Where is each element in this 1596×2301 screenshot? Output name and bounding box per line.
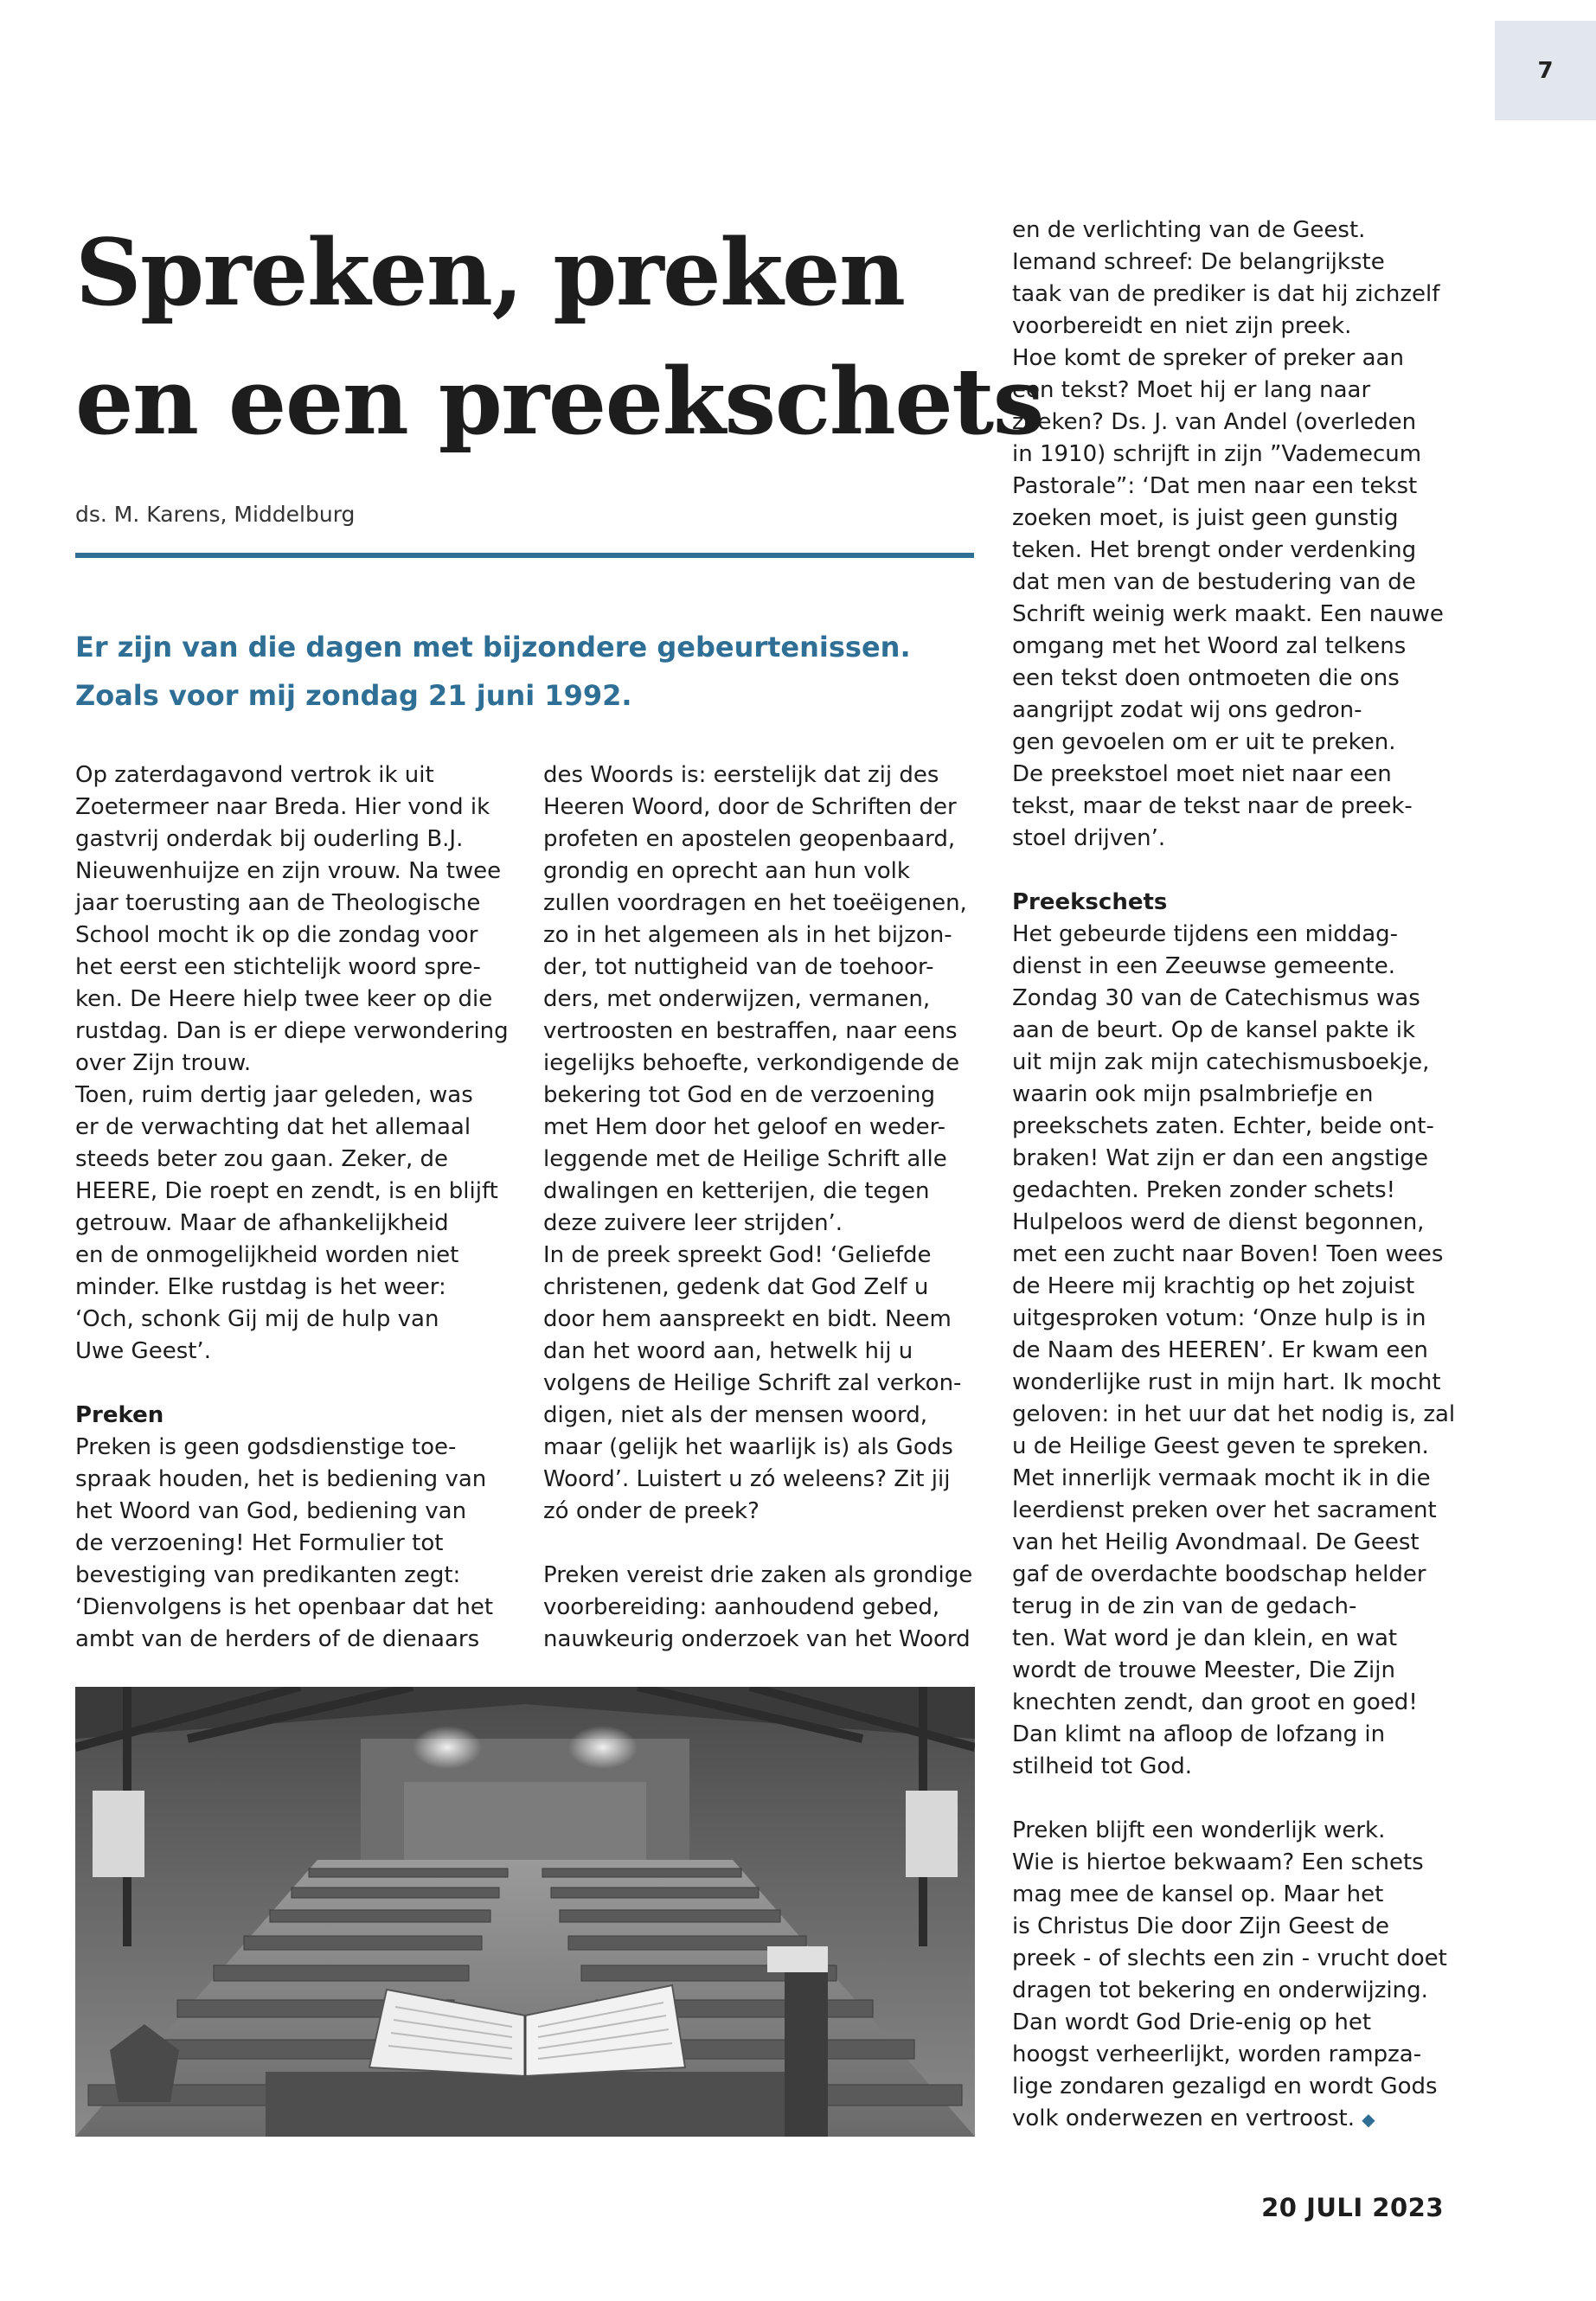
body-text-line: stoel drijven’. <box>1012 825 1166 851</box>
body-text-line: School mocht ik op die zondag voor <box>75 922 478 948</box>
body-text-line: bekering tot God en de verzoening <box>543 1082 935 1108</box>
body-text-line: stilheid tot God. <box>1012 1753 1193 1779</box>
body-text-line: is Christus Die door Zijn Geest de <box>1012 1913 1390 1939</box>
body-text-line: Hulpeloos werd de dienst begonnen, <box>1012 1209 1425 1235</box>
body-text-line: Dan wordt God Drie-enig op het <box>1012 2009 1372 2035</box>
body-text-line: De preekstoel moet niet naar een <box>1012 761 1392 787</box>
body-text-line: bevestiging van predikanten zegt: <box>75 1562 461 1588</box>
body-text-line: rustdag. Dan is er diepe verwondering <box>75 1018 509 1044</box>
body-text-line: ‘Och, schonk Gij mij de hulp van <box>75 1306 439 1332</box>
body-text-line: Toen, ruim dertig jaar geleden, was <box>75 1082 473 1108</box>
body-text-line: Preken blijft een wonderlijk werk. <box>1012 1817 1386 1843</box>
body-text-line: zoeken moet, is juist geen gunstig <box>1012 505 1399 531</box>
body-text-line: Met innerlijk vermaak mocht ik in die <box>1012 1465 1431 1491</box>
body-text-line: Pastorale”: ‘Dat men naar een tekst <box>1012 473 1418 499</box>
body-text-line: getrouw. Maar de afhankelijkheid <box>75 1210 449 1236</box>
body-text-line: zullen voordragen en het toeëigenen, <box>543 890 967 916</box>
body-text-line: in 1910) schrijft in zijn ”Vademecum <box>1012 441 1422 467</box>
body-text-line: ten. Wat word je dan klein, en wat <box>1012 1625 1398 1651</box>
paragraph-gap <box>543 1528 993 1560</box>
body-text-line: het eerst een stichtelijk woord spre- <box>75 954 481 980</box>
body-text-line: er de verwachting dat het allemaal <box>75 1114 471 1140</box>
body-text-line: spraak houden, het is bediening van <box>75 1466 487 1492</box>
body-text-line: In de preek spreekt God! ‘Geliefde <box>543 1242 932 1268</box>
body-text-line: Preken is geen godsdienstige toe- <box>75 1434 457 1460</box>
church-interior-illustration <box>75 1687 975 2137</box>
body-text-line: leggende met de Heilige Schrift alle <box>543 1146 947 1172</box>
body-text-line: dienst in een Zeeuwse gemeente. <box>1012 953 1396 979</box>
body-text-line: uitgesproken votum: ‘Onze hulp is in <box>1012 1305 1426 1331</box>
body-text-line: waarin ook mijn psalmbriefje en <box>1012 1081 1374 1107</box>
text-column-3 <box>1012 215 1456 2135</box>
intro-line-1: Er zijn van die dagen met bijzondere gebeurtenissen. <box>75 631 911 663</box>
paragraph-gap <box>1012 1783 1445 1815</box>
body-text-line: hoogst verheerlijkt, worden rampza- <box>1012 2041 1422 2067</box>
body-text-line: preekschets zaten. Echter, beide ont- <box>1012 1113 1434 1139</box>
body-text-line: christenen, gedenk dat God Zelf u <box>543 1274 929 1300</box>
diamond-icon: ◆ <box>1362 2109 1375 2130</box>
body-text-line: Wie is hiertoe bekwaam? Een schets <box>1012 1849 1424 1875</box>
body-text-line: Zondag 30 van de Catechismus was <box>1012 985 1420 1011</box>
intro-lead <box>75 623 992 720</box>
body-text-line: profeten en apostelen geopenbaard, <box>543 826 956 852</box>
body-text-line: een tekst? Moet hij er lang naar <box>1012 377 1371 403</box>
body-text-line: u de Heilige Geest geven te spreken. <box>1012 1433 1429 1459</box>
body-text-line: der, tot nuttigheid van de toehoor- <box>543 954 934 980</box>
section-heading: Preken <box>75 1402 164 1428</box>
body-text-line: zoeken? Ds. J. van Andel (overleden <box>1012 409 1417 435</box>
author-byline: ds. M. Karens, Middelburg <box>75 502 356 527</box>
body-text-line: Woord’. Luistert u zó weleens? Zit jij <box>543 1466 951 1492</box>
body-text-line: aangrijpt zodat wij ons gedron- <box>1012 697 1362 723</box>
body-text-line: de verzoening! Het Formulier tot <box>75 1530 444 1556</box>
body-text-line: grondig en oprecht aan hun volk <box>543 858 910 884</box>
body-text-line: gen gevoelen om er uit te preken. <box>1012 729 1396 755</box>
body-text-line: met Hem door het geloof en weder- <box>543 1114 945 1140</box>
body-text-line: lige zondaren gezaligd en wordt Gods <box>1012 2073 1438 2099</box>
body-text-line: met een zucht naar Boven! Toen wees <box>1012 1241 1444 1267</box>
body-text-line: vertroosten en bestraffen, naar eens <box>543 1018 958 1044</box>
body-text-line: een tekst doen ontmoeten die ons <box>1012 665 1400 691</box>
body-text-line: volgens de Heilige Schrift zal verkon- <box>543 1370 962 1396</box>
body-text-line: en de onmogelijkheid worden niet <box>75 1242 459 1268</box>
text-column-2 <box>543 760 993 1656</box>
body-text-line: preek - of slechts een zin - vrucht doet <box>1012 1945 1447 1971</box>
body-text-line: omgang met het Woord zal telkens <box>1012 633 1407 659</box>
title-divider <box>75 553 974 558</box>
body-text-line: Dan klimt na afloop de lofzang in <box>1012 1721 1386 1747</box>
body-text-line: Het gebeurde tijdens een middag- <box>1012 921 1399 947</box>
body-text-line: deze zuivere leer strijden’. <box>543 1210 843 1236</box>
article-title-line-2: en een preekschets <box>75 347 1043 455</box>
body-text-line: taak van de prediker is dat hij zichzelf <box>1012 281 1440 307</box>
body-text-line: tekst, maar de tekst naar de preek- <box>1012 793 1413 819</box>
body-text-line: ken. De Heere hielp twee keer op die <box>75 986 493 1012</box>
body-text-line: dwalingen en ketterijen, die tegen <box>543 1178 930 1204</box>
body-text-line: steeds beter zou gaan. Zeker, de <box>75 1146 449 1172</box>
paragraph-gap <box>75 1368 534 1400</box>
body-text-line: het Woord van God, bediening van <box>75 1498 467 1524</box>
body-text-line: terug in de zin van de gedach- <box>1012 1593 1357 1619</box>
body-text-line: dragen tot bekering en onderwijzing. <box>1012 1977 1428 2003</box>
body-text-line: braken! Wat zijn er dan een angstige <box>1012 1145 1428 1171</box>
intro-line-2: Zoals voor mij zondag 21 juni 1992. <box>75 679 632 712</box>
article-title-line-1: Spreken, preken <box>75 218 905 326</box>
body-text-line: de Naam des HEEREN’. Er kwam een <box>1012 1337 1428 1363</box>
body-text-line: wordt de trouwe Meester, Die Zijn <box>1012 1657 1395 1683</box>
body-text-line: Heeren Woord, door de Schriften der <box>543 794 957 820</box>
body-text-line: Nieuwenhuijze en zijn vrouw. Na twee <box>75 858 502 884</box>
body-text-line: voorbereiding: aanhoudend gebed, <box>543 1594 940 1620</box>
body-text-line: des Woords is: eerstelijk dat zij des <box>543 762 939 788</box>
body-text-line: knechten zendt, dan groot en goed! <box>1012 1689 1418 1715</box>
body-text-line: Zoetermeer naar Breda. Hier vond ik <box>75 794 490 820</box>
body-text-line: gedachten. Preken zonder schets! <box>1012 1177 1396 1203</box>
body-text-line: Iemand schreef: De belangrijkste <box>1012 249 1385 275</box>
issue-date: 20 JULI 2023 <box>1261 2193 1444 2222</box>
body-text-line: aan de beurt. Op de kansel pakte ik <box>1012 1017 1416 1043</box>
body-text-line: door hem aanspreekt en bidt. Neem <box>543 1306 952 1332</box>
body-text-line: en de verlichting van de Geest. <box>1012 217 1366 243</box>
body-text-line: nauwkeurig onderzoek van het Woord <box>543 1626 971 1652</box>
body-text-line: iegelijks behoefte, verkondigende de <box>543 1050 960 1076</box>
body-text-line: van het Heilig Avondmaal. De Geest <box>1012 1529 1420 1555</box>
body-text-line: mag mee de kansel op. Maar het <box>1012 1881 1384 1907</box>
body-text-line: minder. Elke rustdag is het weer: <box>75 1274 446 1300</box>
church-interior-photo <box>75 1687 975 2137</box>
body-text-line: over Zijn trouw. <box>75 1050 252 1076</box>
body-text-line: HEERE, Die roept en zendt, is en blijft <box>75 1178 498 1204</box>
body-text-line: dat men van de bestudering van de <box>1012 569 1416 595</box>
section-heading: Preekschets <box>1012 889 1168 915</box>
body-text-line: Uwe Geest’. <box>75 1338 211 1364</box>
body-text-line: Op zaterdagavond vertrok ik uit <box>75 762 434 788</box>
body-text-line: voorbereidt en niet zijn preek. <box>1012 313 1352 339</box>
body-text-line: digen, niet als der mensen woord, <box>543 1402 927 1428</box>
body-text-line: maar (gelijk het waarlijk is) als Gods <box>543 1434 953 1460</box>
body-text-line: jaar toerusting aan de Theologische <box>75 890 481 916</box>
body-text-line: gastvrij onderdak bij ouderling B.J. <box>75 826 464 852</box>
body-text-line: zó onder de preek? <box>543 1498 760 1524</box>
body-text-line: Preken vereist drie zaken als grondige <box>543 1562 973 1588</box>
body-text-line: ‘Dienvolgens is het openbaar dat het <box>75 1594 494 1620</box>
body-text-line: geloven: in het uur dat het nodig is, zal <box>1012 1401 1456 1427</box>
text-column-1 <box>75 760 534 1656</box>
body-text-line: wonderlijke rust in mijn hart. Ik mocht <box>1012 1369 1441 1395</box>
page-number: 7 <box>1537 57 1554 84</box>
body-text-line: de Heere mij krachtig op het zojuist <box>1012 1273 1415 1299</box>
body-text-line: gaf de overdachte boodschap helder <box>1012 1561 1426 1587</box>
body-text-line: zo in het algemeen als in het bijzon- <box>543 922 952 948</box>
body-text-line: uit mijn zak mijn catechismusboekje, <box>1012 1049 1430 1075</box>
body-text-line: leerdienst preken over het sacrament <box>1012 1497 1437 1523</box>
body-text-line: ambt van de herders of de dienaars <box>75 1626 480 1652</box>
body-text-line: volk onderwezen en vertroost. ◆ <box>1012 2106 1375 2131</box>
body-text-line: Schrift weinig werk maakt. Een nauwe <box>1012 601 1444 627</box>
body-text-line: teken. Het brengt onder verdenking <box>1012 537 1417 563</box>
paragraph-gap <box>1012 855 1445 887</box>
body-text-line: Hoe komt de spreker of preker aan <box>1012 345 1404 371</box>
body-text-line: ders, met onderwijzen, vermanen, <box>543 986 931 1012</box>
body-text-line: dan het woord aan, hetwelk hij u <box>543 1338 913 1364</box>
article-title <box>75 208 1043 465</box>
page-number-tab <box>1495 21 1596 120</box>
